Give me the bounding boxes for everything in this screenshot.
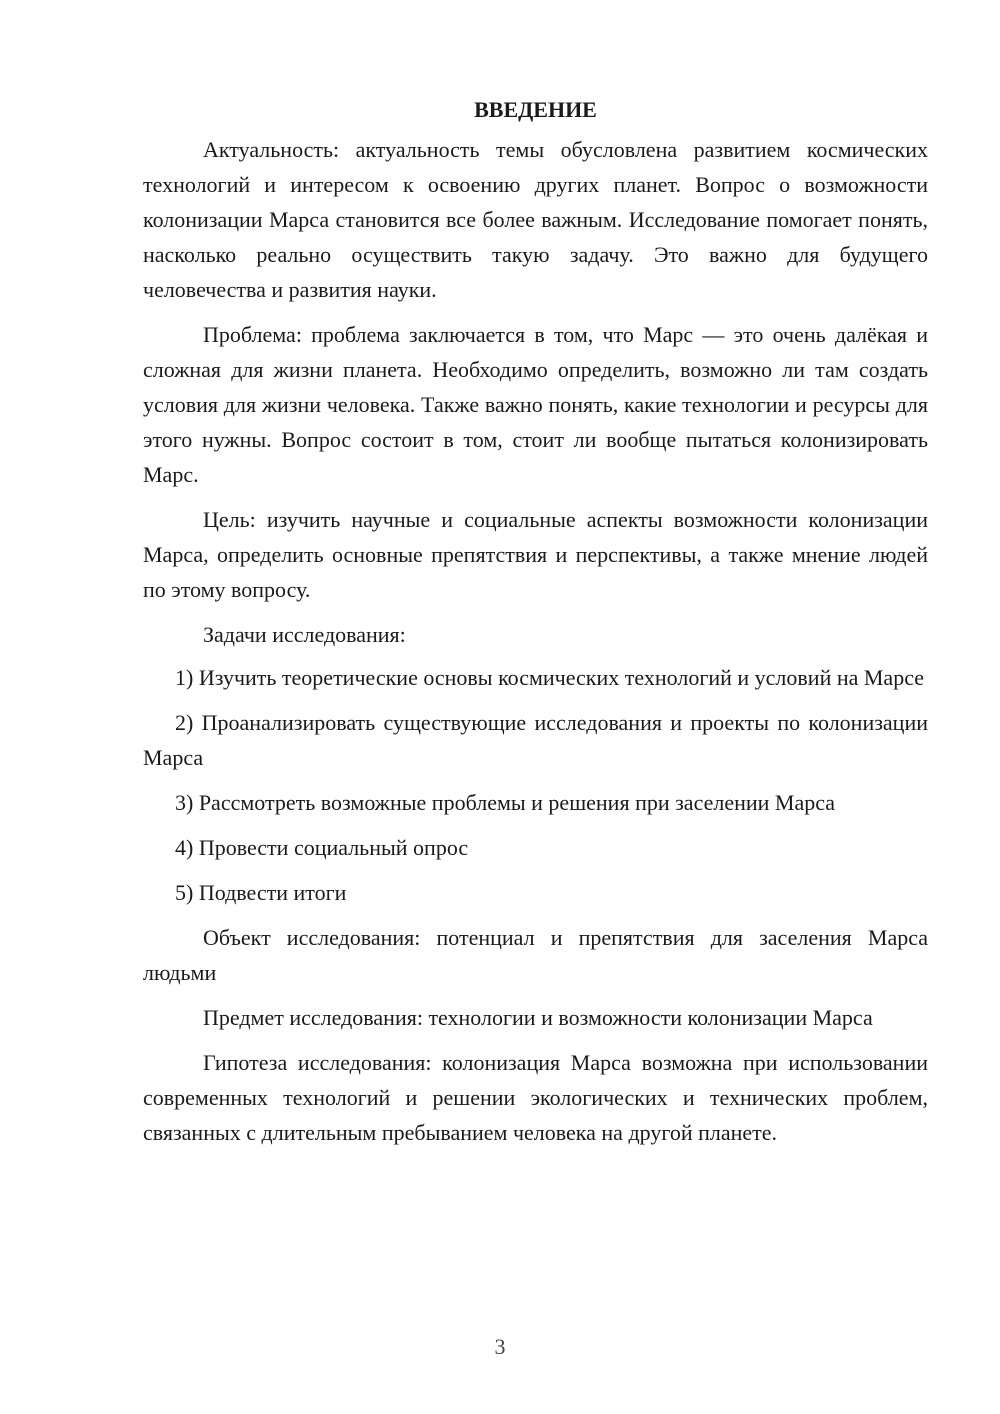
tasks-list [143,660,928,910]
paragraph-hypothesis: Гипотеза исследования: колонизация Марса возможна при использовании современных технологий и решении экологических и технических проблем, связанных с длительным пребыванием человека на другой планете. [143,1050,928,1145]
paragraph-relevance: Актуальность: актуальность темы обусловлена развитием космических технологий и интересом к освоению других планет. Вопрос о возможности колонизации Марса становится все более важным. Исследование помогает понять, насколько реально осуществить такую задачу. Это важно для будущего человечества и развития науки. [143,137,928,302]
paragraph-problem: Проблема: проблема заключается в том, что Марс — это очень далёкая и сложная для жизни планета. Необходимо определить, возможно ли там создать условия для жизни человека. Также важно понять, какие технологии и ресурсы для этого нужны. Вопрос состоит в том, стоит ли вообще пытаться колонизировать Марс. [143,322,928,487]
tasks-heading: Задачи исследования: [203,622,406,647]
paragraph-subject: Предмет исследования: технологии и возможности колонизации Марса [203,1005,873,1030]
document-page [143,92,928,1160]
page-number: 3 [494,1334,506,1359]
task-item: 4) Провести социальный опрос [175,835,469,860]
paragraph-goal: Цель: изучить научные и социальные аспекты возможности колонизации Марса, определить основные препятствия и перспективы, а также мнение людей по этому вопросу. [143,507,928,602]
task-item: 3) Рассмотреть возможные проблемы и решения при заселении Марса [175,790,836,815]
task-item: 1) Изучить теоретические основы космических технологий и условий на Марсе [175,665,924,690]
task-item: 5) Подвести итоги [175,880,347,905]
page-title: ВВЕДЕНИЕ [474,97,597,122]
task-item: 2) Проанализировать существующие исследования и проекты по колонизации Марса [143,710,928,770]
paragraph-object: Объект исследования: потенциал и препятствия для заселения Марса людьми [143,925,928,985]
